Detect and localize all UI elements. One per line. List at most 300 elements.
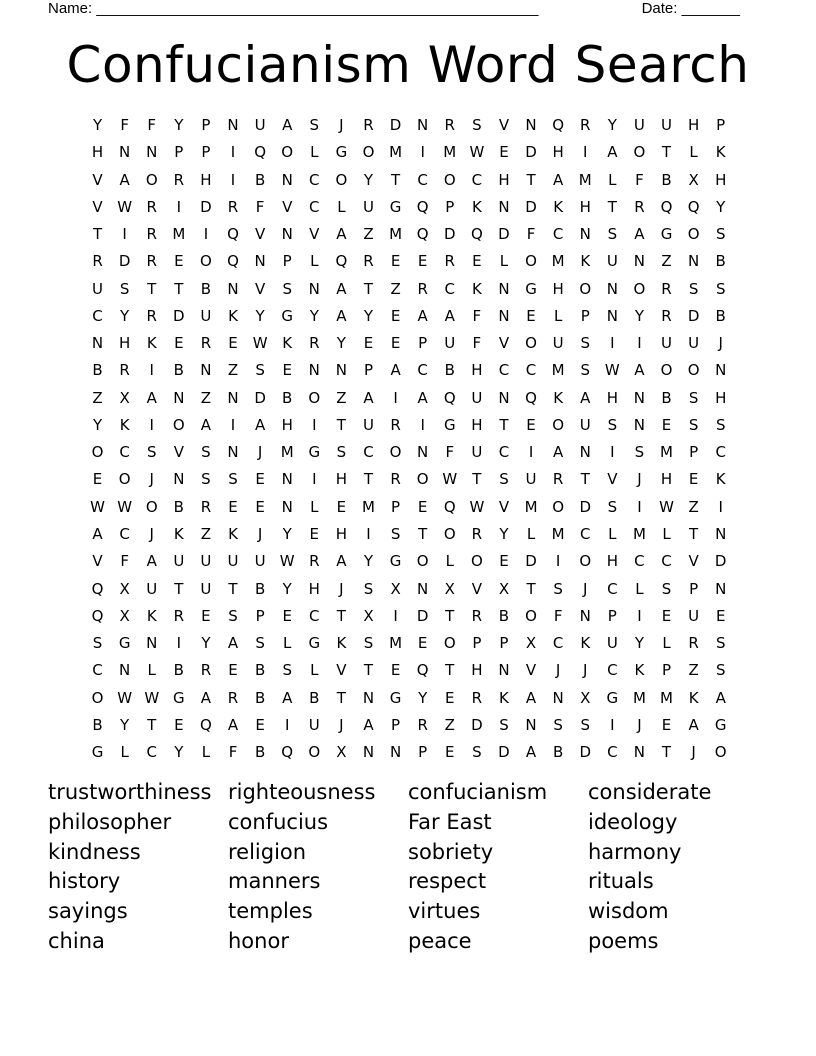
grid-letter[interactable]: E [255,470,265,489]
grid-letter[interactable]: E [417,497,428,516]
grid-letter[interactable]: O [91,443,104,462]
grid-letter[interactable]: N [633,252,646,271]
grid-letter[interactable]: Z [200,524,212,543]
grid-letter[interactable]: O [172,415,185,434]
grid-letter[interactable]: O [416,470,429,489]
grid-letter[interactable]: B [173,497,184,516]
grid-letter[interactable]: D [714,552,727,571]
grid-letter[interactable]: R [227,197,239,216]
grid-letter[interactable]: N [498,279,510,298]
grid-letter[interactable]: Y [92,116,103,134]
grid-letter[interactable]: A [336,306,347,325]
grid-letter[interactable]: F [445,443,455,462]
grid-letter[interactable]: I [393,606,398,625]
grid-letter[interactable]: M [524,497,538,516]
grid-letter[interactable]: L [662,524,671,543]
grid-letter[interactable]: C [119,524,130,543]
grid-letter[interactable]: B [444,361,455,380]
grid-letter[interactable]: U [661,116,672,134]
grid-letter[interactable]: T [336,415,346,434]
grid-letter[interactable]: Q [254,143,267,162]
grid-letter[interactable]: N [606,279,618,298]
grid-letter[interactable]: D [118,252,131,271]
grid-letter[interactable]: T [147,279,157,298]
grid-letter[interactable]: W [252,334,268,353]
grid-letter[interactable]: E [417,252,428,271]
name-field[interactable]: Name: _____________________________________________________ [48,0,539,17]
grid-letter[interactable]: U [688,606,700,625]
grid-letter[interactable]: H [715,388,727,407]
grid-letter[interactable]: O [389,443,402,462]
grid-letter[interactable]: E [228,661,238,680]
grid-letter[interactable]: D [471,715,483,734]
grid-letter[interactable]: Y [336,334,346,353]
grid-letter[interactable]: P [499,634,509,653]
grid-letter[interactable]: N [281,170,293,189]
grid-letter[interactable]: N [362,688,375,707]
grid-letter[interactable]: O [470,552,483,571]
grid-letter[interactable]: U [362,197,374,216]
grid-letter[interactable]: P [716,116,726,134]
grid-letter[interactable]: U [552,334,564,353]
grid-letter[interactable]: S [688,415,699,434]
grid-letter[interactable]: X [119,606,130,625]
grid-letter[interactable]: Y [499,524,509,543]
grid-letter[interactable]: N [498,388,510,407]
grid-letter[interactable]: H [308,579,320,598]
grid-letter[interactable]: B [254,688,266,707]
grid-letter[interactable]: X [119,388,130,407]
grid-letter[interactable]: W [442,470,458,489]
grid-letter[interactable]: G [308,634,321,653]
grid-letter[interactable]: C [552,634,564,653]
grid-letter[interactable]: K [715,470,726,489]
grid-letter[interactable]: D [416,606,429,625]
grid-letter[interactable]: N [281,497,293,516]
grid-letter[interactable]: E [282,361,292,380]
grid-letter[interactable]: J [691,743,696,762]
grid-letter[interactable]: I [393,388,398,407]
grid-letter[interactable]: E [390,661,401,680]
grid-letter[interactable]: N [254,252,266,271]
grid-letter[interactable]: W [469,497,485,516]
grid-letter[interactable]: S [390,524,401,543]
grid-letter[interactable]: R [471,524,483,543]
grid-letter[interactable]: B [173,361,184,380]
grid-letter[interactable]: A [444,306,455,325]
grid-letter[interactable]: S [146,443,157,462]
grid-letter[interactable]: J [257,524,263,543]
grid-letter[interactable]: U [146,579,158,598]
grid-letter[interactable]: X [580,688,591,707]
grid-letter[interactable]: S [363,634,374,653]
grid-letter[interactable]: G [660,225,673,244]
grid-letter[interactable]: R [227,688,239,707]
grid-letter[interactable]: G [281,306,294,325]
grid-letter[interactable]: N [227,388,239,407]
grid-letter[interactable]: O [145,170,158,189]
grid-letter[interactable]: A [580,388,591,407]
grid-letter[interactable]: C [579,524,591,543]
grid-letter[interactable]: E [92,470,103,489]
grid-letter[interactable]: C [552,225,564,244]
grid-letter[interactable]: Q [281,743,294,762]
grid-letter[interactable]: N [606,306,618,325]
grid-letter[interactable]: M [551,524,565,543]
grid-letter[interactable]: G [389,197,402,216]
grid-letter[interactable]: L [445,552,454,571]
grid-letter[interactable]: Q [443,497,456,516]
grid-letter[interactable]: G [443,415,456,434]
grid-letter[interactable]: C [92,661,103,680]
grid-letter[interactable]: H [715,170,727,189]
grid-letter[interactable]: R [417,279,428,298]
grid-letter[interactable]: V [471,579,482,598]
grid-letter[interactable]: S [228,470,238,489]
grid-letter[interactable]: T [336,606,346,625]
grid-letter[interactable]: S [580,715,590,734]
grid-letter[interactable]: N [417,579,429,598]
grid-letter[interactable]: O [552,415,565,434]
grid-letter[interactable]: F [120,552,129,571]
grid-letter[interactable]: E [390,306,401,325]
grid-letter[interactable]: T [661,743,672,762]
grid-letter[interactable]: S [255,634,265,653]
grid-letter[interactable]: N [525,715,537,734]
grid-letter[interactable]: A [282,116,293,134]
grid-letter[interactable]: A [363,388,374,407]
grid-letter[interactable]: T [363,470,374,489]
grid-letter[interactable]: H [498,170,510,189]
grid-letter[interactable]: H [471,415,483,434]
grid-letter[interactable]: G [308,443,321,462]
grid-letter[interactable]: A [146,388,157,407]
grid-letter[interactable]: P [472,634,482,653]
grid-letter[interactable]: S [282,661,292,680]
grid-letter[interactable]: I [637,334,642,353]
grid-letter[interactable]: A [634,361,645,380]
grid-letter[interactable]: I [122,225,127,244]
grid-letter[interactable]: L [608,170,617,189]
grid-letter[interactable]: N [308,279,320,298]
grid-letter[interactable]: K [553,197,564,216]
grid-letter[interactable]: N [335,361,347,380]
grid-letter[interactable]: O [200,252,212,271]
grid-letter[interactable]: R [390,470,401,489]
grid-letter[interactable]: A [525,743,537,762]
grid-letter[interactable]: K [553,388,564,407]
grid-letter[interactable]: E [499,143,509,162]
grid-letter[interactable]: M [660,443,673,462]
grid-letter[interactable]: D [579,743,592,762]
grid-letter[interactable]: S [282,279,292,298]
grid-letter[interactable]: T [363,661,374,680]
grid-letter[interactable]: E [282,606,292,625]
grid-letter[interactable]: N [552,688,564,707]
grid-letter[interactable]: S [607,225,618,244]
grid-letter[interactable]: A [688,715,699,734]
grid-letter[interactable]: R [200,334,212,353]
grid-letter[interactable]: Z [200,388,212,407]
grid-letter[interactable]: C [363,443,374,462]
grid-letter[interactable]: S [499,715,509,734]
grid-letter[interactable]: H [552,143,564,162]
grid-letter[interactable]: D [525,197,537,216]
grid-letter[interactable]: V [498,334,510,353]
grid-letter[interactable]: D [498,743,510,762]
grid-letter[interactable]: G [118,634,131,653]
grid-letter[interactable]: L [310,252,319,271]
grid-letter[interactable]: E [661,606,672,625]
grid-letter[interactable]: T [526,170,536,189]
grid-letter[interactable]: A [254,415,266,434]
grid-letter[interactable]: Q [525,388,537,407]
grid-letter[interactable]: T [147,715,157,734]
grid-letter[interactable]: Q [416,225,429,244]
grid-letter[interactable]: P [391,497,401,516]
grid-letter[interactable]: U [200,306,212,325]
grid-letter[interactable]: I [149,361,154,380]
grid-letter[interactable]: B [92,715,103,734]
grid-letter[interactable]: S [661,579,672,598]
grid-letter[interactable]: E [309,524,320,543]
grid-letter[interactable]: P [201,116,211,134]
grid-letter[interactable]: B [200,279,212,298]
grid-letter[interactable]: S [607,415,618,434]
grid-letter[interactable]: U [444,334,456,353]
grid-letter[interactable]: L [310,661,319,680]
grid-letter[interactable]: N [146,634,158,653]
grid-letter[interactable]: A [363,715,374,734]
grid-letter[interactable]: D [525,143,537,162]
grid-letter[interactable]: N [308,361,320,380]
grid-letter[interactable]: U [661,334,672,353]
grid-letter[interactable]: U [633,116,645,134]
grid-letter[interactable]: C [525,361,537,380]
grid-letter[interactable]: N [498,197,510,216]
grid-letter[interactable]: A [390,361,401,380]
grid-letter[interactable]: V [92,170,103,189]
grid-letter[interactable]: D [389,116,402,134]
grid-letter[interactable]: U [471,443,483,462]
grid-letter[interactable]: Y [282,579,292,598]
grid-letter[interactable]: F [228,743,238,762]
grid-letter[interactable]: A [607,143,618,162]
grid-letter[interactable]: U [200,579,212,598]
grid-letter[interactable]: N [173,470,185,489]
grid-letter[interactable]: L [147,661,156,680]
grid-letter[interactable]: T [689,524,699,543]
grid-letter[interactable]: L [635,579,644,598]
grid-letter[interactable]: Q [687,197,700,216]
grid-letter[interactable]: C [661,552,672,571]
grid-letter[interactable]: B [715,252,726,271]
grid-letter[interactable]: M [578,170,592,189]
grid-letter[interactable]: I [284,715,290,734]
grid-letter[interactable]: C [146,743,157,762]
grid-letter[interactable]: L [608,524,617,543]
grid-letter[interactable]: I [528,443,534,462]
grid-letter[interactable]: T [499,415,509,434]
grid-letter[interactable]: K [715,143,726,162]
grid-letter[interactable]: U [254,116,266,134]
grid-letter[interactable]: E [228,497,238,516]
grid-letter[interactable]: H [335,524,348,543]
grid-letter[interactable]: V [336,661,347,680]
grid-letter[interactable]: I [420,415,425,434]
grid-letter[interactable]: E [526,415,536,434]
grid-letter[interactable]: E [390,334,401,353]
grid-letter[interactable]: R [200,661,212,680]
grid-letter[interactable]: K [228,524,238,543]
grid-letter[interactable]: J [339,579,344,598]
grid-letter[interactable]: R [146,306,157,325]
grid-letter[interactable]: N [525,116,537,134]
grid-letter[interactable]: F [255,197,265,216]
grid-letter[interactable]: C [634,552,645,571]
grid-letter[interactable]: J [583,661,588,680]
grid-letter[interactable]: I [230,143,236,162]
grid-letter[interactable]: W [117,497,133,516]
grid-letter[interactable]: N [362,743,375,762]
grid-letter[interactable]: H [552,279,564,298]
grid-letter[interactable]: U [362,415,374,434]
grid-letter[interactable]: R [661,279,672,298]
grid-letter[interactable]: Y [120,306,130,325]
grid-letter[interactable]: R [471,688,483,707]
grid-letter[interactable]: J [339,715,344,734]
grid-letter[interactable]: R [173,606,185,625]
grid-letter[interactable]: N [633,415,646,434]
grid-letter[interactable]: Z [227,361,239,380]
grid-letter[interactable]: L [526,524,536,543]
grid-letter[interactable]: Q [552,116,565,134]
grid-letter[interactable]: E [526,306,536,325]
grid-letter[interactable]: I [312,470,317,489]
grid-letter[interactable]: N [146,143,158,162]
grid-letter[interactable]: M [443,143,457,162]
grid-letter[interactable]: D [687,306,700,325]
grid-letter[interactable]: E [255,715,265,734]
grid-letter[interactable]: H [606,388,618,407]
grid-letter[interactable]: U [606,252,618,271]
grid-letter[interactable]: Z [661,252,672,271]
grid-letter[interactable]: N [91,334,104,353]
grid-letter[interactable]: A [200,415,212,434]
grid-letter[interactable]: D [498,225,510,244]
grid-letter[interactable]: B [282,388,293,407]
grid-letter[interactable]: J [149,524,154,543]
grid-letter[interactable]: E [201,606,211,625]
grid-letter[interactable]: J [339,116,344,134]
grid-letter[interactable]: V [498,116,510,134]
grid-letter[interactable]: I [583,143,588,162]
grid-letter[interactable]: Y [607,116,617,134]
grid-letter[interactable]: P [201,143,211,162]
grid-letter[interactable]: H [200,170,212,189]
grid-letter[interactable]: E [445,688,455,707]
grid-letter[interactable]: L [283,634,292,653]
grid-letter[interactable]: V [498,497,510,516]
grid-letter[interactable]: Y [363,552,374,571]
grid-letter[interactable]: R [688,634,699,653]
grid-letter[interactable]: T [526,579,536,598]
grid-letter[interactable]: N [389,743,402,762]
grid-letter[interactable]: B [715,306,726,325]
grid-letter[interactable]: N [579,443,591,462]
grid-letter[interactable]: S [201,470,211,489]
grid-letter[interactable]: B [173,661,184,680]
grid-letter[interactable]: X [119,579,130,598]
grid-letter[interactable]: C [119,443,130,462]
grid-letter[interactable]: N [417,116,429,134]
grid-letter[interactable]: B [254,170,266,189]
grid-letter[interactable]: N [715,524,727,543]
grid-letter[interactable]: F [635,170,644,189]
grid-letter[interactable]: I [420,143,425,162]
grid-letter[interactable]: L [499,252,509,271]
grid-letter[interactable]: E [417,634,428,653]
grid-letter[interactable]: I [637,497,642,516]
grid-letter[interactable]: E [255,497,265,516]
grid-letter[interactable]: P [255,606,265,625]
grid-letter[interactable]: M [389,143,403,162]
grid-letter[interactable]: S [336,443,347,462]
grid-letter[interactable]: P [445,197,455,216]
grid-letter[interactable]: Q [227,252,239,271]
grid-letter[interactable]: C [417,170,428,189]
grid-letter[interactable]: E [390,252,401,271]
grid-letter[interactable]: N [119,143,131,162]
grid-letter[interactable]: A [634,225,645,244]
grid-letter[interactable]: R [146,252,157,271]
grid-letter[interactable]: J [555,661,561,680]
grid-letter[interactable]: I [230,415,236,434]
grid-letter[interactable]: V [282,197,293,216]
grid-letter[interactable]: Y [716,197,726,216]
grid-letter[interactable]: V [525,661,537,680]
grid-letter[interactable]: A [336,225,347,244]
grid-letter[interactable]: W [659,497,674,516]
grid-letter[interactable]: B [254,579,266,598]
grid-letter[interactable]: V [254,279,266,298]
grid-letter[interactable]: E [336,497,347,516]
grid-letter[interactable]: X [390,579,401,598]
grid-letter[interactable]: I [610,715,615,734]
grid-letter[interactable]: U [308,715,320,734]
date-field[interactable]: Date: _______ [641,0,740,17]
grid-letter[interactable]: F [472,334,482,353]
grid-letter[interactable]: R [444,252,455,271]
grid-letter[interactable]: P [418,334,428,353]
grid-letter[interactable]: Z [336,388,347,407]
grid-letter[interactable]: R [146,225,157,244]
grid-letter[interactable]: C [498,361,510,380]
grid-letter[interactable]: O [335,170,348,189]
grid-letter[interactable]: T [228,579,238,598]
grid-letter[interactable]: U [200,552,212,571]
grid-letter[interactable]: E [499,552,509,571]
grid-letter[interactable]: E [661,715,672,734]
grid-letter[interactable]: E [174,252,184,271]
grid-letter[interactable]: O [443,634,456,653]
grid-letter[interactable]: P [391,715,401,734]
grid-letter[interactable]: V [92,197,103,216]
grid-letter[interactable]: O [145,497,158,516]
grid-letter[interactable]: M [660,688,673,707]
grid-letter[interactable]: O [525,334,537,353]
grid-letter[interactable]: E [174,715,184,734]
